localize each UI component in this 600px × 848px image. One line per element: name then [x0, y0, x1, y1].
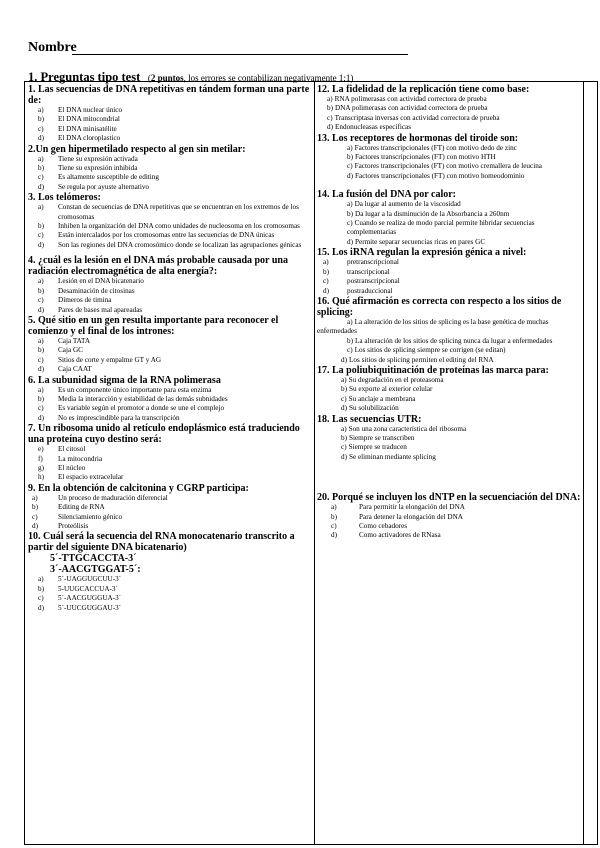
answer-option[interactable]: b) Media la interacción y estabilidad de las demás subnidades: [38, 394, 228, 403]
answer-option[interactable]: d) Endonucleasas especificas: [327, 123, 412, 132]
question-14: [317, 189, 583, 247]
name-input-line[interactable]: [72, 54, 408, 55]
answer-option[interactable]: a) Es un componente único importante para esta enzima: [38, 385, 212, 394]
name-label: Nombre: [28, 40, 77, 55]
answer-option[interactable]: b) Su exporte al exterior celular: [341, 385, 433, 394]
answer-option[interactable]: b) Siempre se transcriben: [341, 433, 415, 442]
answer-option[interactable]: d) Su solubilización: [341, 404, 399, 413]
answer-option[interactable]: a) Su degradación en el proteasoma: [341, 375, 444, 384]
question-title: 20. Porqué se incluyen los dNTP en la secuenciación del DNA:: [317, 492, 581, 504]
question-title: 18. Las secuencias UTR:: [317, 413, 422, 425]
answer-option[interactable]: c) Silenciamiento génico: [32, 512, 123, 521]
answer-option[interactable]: d) postraduccional: [323, 286, 393, 295]
answer-option[interactable]: a) 5´-UAGGUGCUU-3´: [38, 575, 122, 584]
section-title-text: 1. Preguntas tipo test: [28, 70, 141, 84]
answer-option[interactable]: d) Como activadores de RNasa: [331, 531, 441, 540]
answer-option[interactable]: c) Transcriptasa inversas con actividad correctora de prueba: [327, 113, 500, 122]
question-title: 17. La poliubiquitinación de proteínas las marca para:: [317, 364, 549, 376]
answer-option[interactable]: d) Pares de bases mal apareadas: [38, 305, 143, 314]
answer-option[interactable]: a) Para permitir la elongación del DNA: [331, 503, 465, 512]
answer-option[interactable]: b) La alteración de los sitios de splicing nunca da lugar a enfermedades: [347, 336, 553, 345]
column-divider-1: [314, 82, 315, 844]
question-5: [28, 315, 314, 375]
answer-option[interactable]: c) Factores transcripcionales (FT) con motivo cremallera de leucina: [347, 162, 542, 171]
dna-sequence-top: 5´-TTGCACCTA-3´: [50, 553, 137, 565]
question-title: 4. ¿cuál es la lesión en el DNA más probable causada por una radiación electromagnética de alta energía?:: [28, 255, 288, 278]
question-16: [317, 296, 583, 365]
question-1: [28, 84, 314, 144]
answer-option[interactable]: c) Cuando se realiza de modo parcial permite hibridar secuencias complementarias: [347, 219, 535, 237]
section-points: 2 puntos: [150, 73, 184, 83]
answer-option[interactable]: d) El DNA cloroplastico: [38, 134, 121, 143]
answer-option[interactable]: d) Proteólisis: [32, 522, 89, 530]
answer-option[interactable]: b) DNA polimerasas con actividad correctora de prueba: [327, 104, 488, 113]
question-title: 9. En la obtención de calcitonina y CGRP participa:: [28, 482, 249, 494]
question-18: [317, 414, 583, 463]
answer-option[interactable]: a) Tiene su expresión activada: [38, 154, 138, 163]
answer-option[interactable]: c) Es altamente susceptible de editing: [38, 173, 159, 182]
answer-option[interactable]: d) Se regula por ayuste alternativo: [38, 182, 150, 191]
answer-option[interactable]: c) El DNA minisatélite: [38, 124, 117, 133]
answer-option[interactable]: a) Da lugar al aumento de la viscosidad: [347, 200, 461, 209]
question-title: 13. Los receptores de hormonas del tiroide son:: [317, 132, 519, 144]
answer-option[interactable]: b) Editing de RNA: [32, 503, 105, 512]
answer-option[interactable]: h) El espacio extracelular: [38, 473, 124, 482]
answer-option[interactable]: d) Son las regiones del DNA cromosómico donde se localizan las agrupaciones génicas: [38, 240, 302, 249]
answer-option[interactable]: c) Siempre se traducen: [341, 443, 407, 452]
answer-option[interactable]: d) Se eliminan mediante splicing: [341, 452, 436, 461]
question-title: 6. La subunidad sigma de la RNA polimerasa: [28, 374, 221, 386]
answer-option[interactable]: c) Están intercalados por los cromosomas entre las secuencias de DNA únicas: [38, 231, 275, 240]
answer-option[interactable]: c) Es variable según el promotor a donde se une el complejo: [38, 404, 225, 413]
answer-option[interactable]: b) Inhiben la organización del DNA como unidades de nucleosoma en los cromosomas: [38, 222, 300, 231]
question-title: 14. La fusión del DNA por calor:: [317, 189, 456, 201]
answer-option[interactable]: d) 5´-UUCGUGGAU-3´: [38, 603, 122, 612]
left-column: [28, 84, 314, 613]
section-scoring-note: (2 puntos, los errores se contabilizan negativamente 1:1): [143, 73, 354, 83]
answer-option[interactable]: b) El DNA mitocondrial: [38, 115, 120, 124]
answer-option[interactable]: c) postranscripcional: [323, 277, 400, 286]
dna-sequence-bottom: 3´-AACGTGGAT-5´:: [50, 564, 141, 576]
question-12: [317, 84, 583, 133]
question-4: [28, 255, 314, 315]
answer-option[interactable]: c) Como cebadores: [331, 522, 408, 530]
question-15: [317, 247, 583, 296]
answer-option[interactable]: b) transcripcional: [323, 267, 390, 276]
question-13: [317, 133, 583, 182]
answer-option[interactable]: a) La alteración de los sitios de splicing es la base genética de muchas enfermedades: [317, 317, 549, 336]
answer-option[interactable]: b) Para detener la elongación del DNA: [331, 512, 463, 521]
answer-option[interactable]: b) Tiene su expresión inhibida: [38, 164, 138, 173]
answer-option[interactable]: d) No es imprescindible para la transcripción: [38, 413, 180, 422]
question-title: 3. Los telómeros:: [28, 192, 101, 204]
answer-option[interactable]: b) Desaminación de citosinas: [38, 286, 135, 295]
answer-option[interactable]: a) El DNA nuclear único: [38, 106, 123, 114]
section-note: , los errores se contabilizan negativamente 1:1): [183, 73, 354, 83]
answer-option[interactable]: c) 5´-AACGUGGUA-3´: [38, 594, 122, 603]
question-title: 1. Las secuencias de DNA repetitivas en tándem forman una parte de:: [28, 84, 310, 106]
answer-option[interactable]: c) Su anclaje a membrana: [341, 394, 416, 403]
answer-option[interactable]: g) El núcleo: [38, 463, 86, 472]
answer-option[interactable]: b) Caja GC: [38, 346, 83, 355]
answer-option[interactable]: a) pretranscripcional: [323, 258, 399, 267]
question-2: [28, 144, 314, 193]
question-title: 12. La fidelidad de la replicación tiene como base:: [317, 84, 530, 95]
answer-option[interactable]: c) Dímeros de timina: [38, 296, 112, 305]
question-title: 2.Un gen hipermetilado respecto al gen sin metilar:: [28, 143, 246, 155]
answer-option[interactable]: a) Caja TATA: [38, 336, 91, 345]
question-10: [28, 531, 314, 613]
question-20: [317, 492, 583, 541]
answer-option[interactable]: a) Constan de secuencias de DNA repetitivas que se encuentran en los extremos de los cromosomas: [38, 203, 299, 221]
column-divider-2: [583, 82, 584, 844]
question-grid: [24, 81, 598, 845]
answer-option[interactable]: a) RNA polimerasas con actividad correctora de prueba: [327, 95, 487, 103]
answer-option[interactable]: c) Los sitios de splicing siempre se corrigen (se editan): [347, 346, 506, 355]
question-title: 7. Un ribosoma unido al retículo endoplásmico está traduciendo una proteína cuyo destino será:: [28, 423, 300, 446]
middle-column: [317, 84, 583, 541]
question-title: 15. Los iRNA regulan la expresión génica a nivel:: [317, 247, 527, 259]
question-7: [28, 423, 314, 483]
question-3: [28, 192, 314, 250]
answer-option[interactable]: c) Sitios de corte y empalme GT y AG: [38, 355, 162, 364]
answer-option[interactable]: e) El citosol: [38, 445, 86, 454]
answer-option[interactable]: a) Lesión en el DNA bicatenario: [38, 277, 144, 286]
question-title: 16. Qué afirmación es correcta con respecto a los sitios de splicing:: [317, 295, 562, 318]
question-17: [317, 365, 583, 414]
answer-option[interactable]: b) Factores transcripcionales (FT) con motivo HTH: [347, 153, 496, 162]
answer-option[interactable]: a) Un proceso de maduración diferencial: [32, 493, 168, 502]
question-title: 5. Qué sitio en un gen resulta importante para reconocer el comienzo y el final de los intrones:: [28, 314, 279, 337]
answer-option[interactable]: d) Los sitios de splicing permiten el editing del RNA: [341, 355, 494, 364]
question-title: 10. Cuál será la secuencia del RNA monocatenario transcrito a partir del siguiente DNA bicatenario): [28, 531, 295, 554]
question-9: [28, 483, 314, 532]
question-6: [28, 375, 314, 424]
answer-option[interactable]: a) Factores transcripcionales (FT) con motivo dedo de zinc: [347, 143, 517, 152]
answer-option[interactable]: a) Son una zona característica del ribosoma: [341, 424, 467, 433]
answer-option[interactable]: b) 5-UUGCACCUA-3´: [38, 584, 118, 593]
answer-option[interactable]: d) Caja CAAT: [38, 365, 92, 374]
answer-option[interactable]: f) La mitocondria: [38, 454, 103, 463]
answer-option[interactable]: b) Da lugar a la disminución de la Absorbancia a 260nm: [347, 209, 510, 218]
answer-option[interactable]: d) Permite separar secuencias ricas en pares GC: [347, 237, 486, 246]
answer-option[interactable]: d) Factores transcripcionales (FT) con motivo homeodominio: [347, 171, 525, 180]
